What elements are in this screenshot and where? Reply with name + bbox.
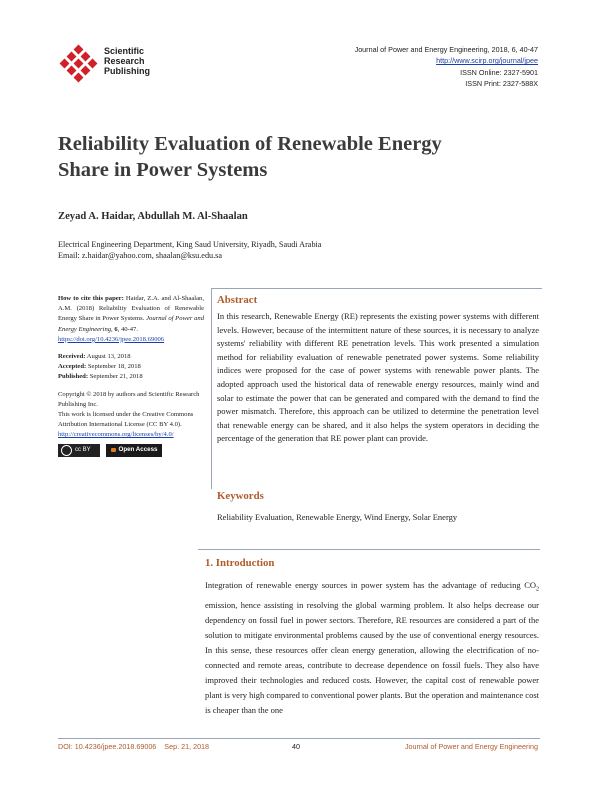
badges <box>58 444 204 458</box>
affiliation: Electrical Engineering Department, King Saud University, Riyadh, Saudi Arabia <box>58 240 322 249</box>
srp-diamond-logo-icon <box>58 44 100 86</box>
keywords-heading: Keywords <box>217 490 264 502</box>
copyright: Copyright © 2018 by authors and Scientific Research Publishing Inc. <box>58 390 200 408</box>
email: Email: z.haidar@yahoo.com, shaalan@ksu.edu.sa <box>58 251 222 260</box>
footer-rule <box>58 738 540 739</box>
cc-by-badge[interactable] <box>58 444 100 457</box>
accepted-date: September 18, 2018 <box>87 363 141 371</box>
issn-print: ISSN Print: 2327-588X <box>465 79 538 89</box>
license-text: This work is licensed under the Creative Commons Attribution International License (CC BY 4.0). <box>58 411 194 429</box>
page-number: 40 <box>292 742 300 751</box>
published-date: September 21, 2018 <box>89 373 143 381</box>
cc-badge-label: cc BY <box>75 447 91 454</box>
doi-link[interactable]: https://doi.org/10.4236/jpee.2018.69006 <box>58 335 165 343</box>
issn-online: ISSN Online: 2327-5901 <box>460 67 538 77</box>
affiliation-block <box>58 239 321 261</box>
abstract-body: In this research, Renewable Energy (RE) represents the existing power systems with different levels. However, because of the intermittent nature of these sources, it is necessary to analyze systems' reliability with different RE penetration levels. This work presented a simulation method for reliability evaluation of renewable penetrated power systems. Some reliability indices were proposed for the case of power systems with renewable power plants. The adopted approach used the historical data of renewable energy resources, mainly wind and solar to estimate the power that can be generated and compared with the demand to find the power mismatch. Therefore, this approach can be utilized to determine the penetration level that renewable energy can be shared, and it also helps the system operators in deciding the percentage of the generation that RE power plant can provide. <box>217 311 539 444</box>
open-access-label: Open Access <box>118 446 158 454</box>
dates-block <box>58 352 204 383</box>
footer-journal-name: Journal of Power and Energy Engineering <box>404 742 538 751</box>
publisher-name <box>104 46 150 76</box>
license-link[interactable]: http://creativecommons.org/licenses/by/4.0/ <box>58 431 174 439</box>
paper-title <box>58 131 538 183</box>
keywords-body: Reliability Evaluation, Renewable Energy, Wind Energy, Solar Energy <box>217 512 458 522</box>
accepted-label: Accepted: <box>58 363 87 371</box>
abstract-heading: Abstract <box>217 294 258 306</box>
received-label: Received: <box>58 353 86 361</box>
intro-text-part: Integration of renewable energy sources in power system has the advantage of reducing CO <box>205 580 536 590</box>
publisher-name-line: Research <box>104 56 145 66</box>
paper-title-line: Share in Power Systems <box>58 159 268 181</box>
cc-icon <box>61 445 72 456</box>
journal-info <box>355 44 538 90</box>
published-label: Published: <box>58 373 89 381</box>
received-date: August 13, 2018 <box>86 353 131 361</box>
journal-citation: Journal of Power and Energy Engineering, 2018, 6, 40-47 <box>354 45 538 54</box>
license-block <box>58 390 204 458</box>
journal-url-link[interactable]: http://www.scirp.org/journal/jpee <box>436 56 538 66</box>
footer-doi-date: DOI: 10.4236/jpee.2018.69006 Sep. 21, 2018 <box>58 742 210 751</box>
cite-label: How to cite this paper: <box>58 295 124 302</box>
open-lock-icon <box>111 448 116 452</box>
co2-subscript: 2 <box>536 586 539 593</box>
intro-text-part: emission, hence assisting in resolving the global warming problem. It also helps decrease our dependency on fossil fuel in power sectors. Therefore, RE resources are considered a part of the solution to mitigate environmental problems caused by the use of conventional energy resources. In this sense, these resources offer clean energy generation, allowing the electrification of no-connected and remote areas, contribute to decrease dependence on fossil fuels. They also have improved their technologies and reduced costs. However, the capital cost of renewable power plant is very high compared to conventional power plants. But the operation and maintenance cost is cheaper than the one <box>205 599 540 716</box>
cite-journal: Journal of Power and Energy Engineering, <box>58 315 204 333</box>
cite-text: Haidar, Z.A. and Al-Shaalan, A.M. (2018) Reliability Evaluation of Renewable Energy Share in Power Systems. <box>58 295 204 323</box>
publisher-name-line: Scientific <box>104 46 145 56</box>
introduction-body <box>205 578 539 719</box>
citation-block <box>58 294 204 345</box>
sidebar <box>58 294 204 465</box>
publisher-name-line: Publishing <box>104 66 150 76</box>
paper-title-line: Reliability Evaluation of Renewable Energy <box>58 133 442 155</box>
paper-authors: Zeyad A. Haidar, Abdullah M. Al-Shaalan <box>58 211 248 222</box>
introduction-heading: 1. Introduction <box>205 557 275 569</box>
cite-volume: 6 <box>114 325 118 333</box>
open-access-badge[interactable] <box>106 444 162 457</box>
cite-pages: , 40-47. <box>117 325 138 333</box>
